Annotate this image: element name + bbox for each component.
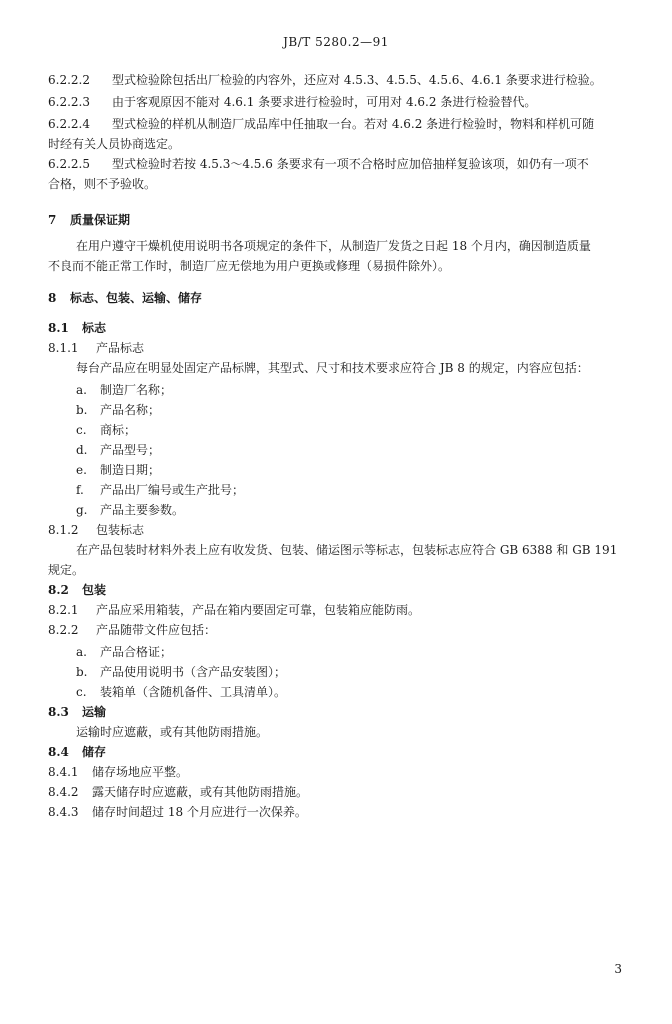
list-item-label: f.	[76, 483, 84, 497]
section-8-1-1-paragraph: 每台产品应在明显处固定产品标牌，其型式、尺寸和技术要求应符合 JB 8 的规定，内容应包括：	[76, 361, 589, 375]
section-8-1-1-title: 产品标志	[96, 341, 145, 355]
section-7-number: 7	[48, 213, 57, 227]
section-8-2-title: 包装	[82, 583, 107, 597]
list-item-text: 制造日期；	[100, 463, 161, 477]
list-item-text: 产品出厂编号或生产批号；	[100, 483, 245, 497]
section-8-4-3-text: 储存时间超过 18 个月应进行一次保养。	[92, 805, 307, 819]
list-item-label: d.	[76, 443, 88, 457]
list-item-label: b.	[76, 665, 88, 679]
section-7-title: 质量保证期	[70, 213, 131, 227]
list-item-text: 商标；	[100, 423, 137, 437]
clause-6-2-2-2-number: 6.2.2.2	[48, 73, 90, 87]
section-8-4-title: 储存	[82, 745, 107, 759]
list-item-label: b.	[76, 403, 88, 417]
list-item-label: c.	[76, 685, 87, 699]
clause-6-2-2-3-number: 6.2.2.3	[48, 95, 90, 109]
page-header-code: JB/T 5280.2—91	[283, 35, 389, 49]
section-8-3-title: 运输	[82, 705, 107, 719]
section-8-4-2-number: 8.4.2	[48, 785, 79, 799]
section-8-1-2-title: 包装标志	[96, 523, 145, 537]
section-8-3-paragraph: 运输时应遮蔽，或有其他防雨措施。	[76, 725, 269, 739]
list-item-text: 产品名称；	[100, 403, 161, 417]
section-8-4-1-number: 8.4.1	[48, 765, 79, 779]
section-7-paragraph-line-2: 不良而不能正常工作时，制造厂应无偿地为用户更换或修理（易损件除外）。	[48, 259, 451, 273]
list-item-text: 产品主要参数。	[100, 503, 185, 517]
section-8-2-2-text: 产品随带文件应包括：	[96, 623, 217, 637]
section-8-number: 8	[48, 291, 57, 305]
list-item-label: e.	[76, 463, 87, 477]
clause-6-2-2-2-text: 型式检验除包括出厂检验的内容外，还应对 4.5.3、4.5.5、4.5.6、4.6.1 条要求进行检验。	[112, 73, 602, 87]
section-8-4-2-text: 露天储存时应遮蔽，或有其他防雨措施。	[92, 785, 309, 799]
section-8-4-1-text: 储存场地应平整。	[92, 765, 189, 779]
section-8-1-2-paragraph-line-2: 规定。	[48, 563, 85, 577]
list-item-text: 产品使用说明书（含产品安装图）；	[100, 665, 287, 679]
list-item-label: a.	[76, 645, 87, 659]
list-item-text: 产品合格证；	[100, 645, 173, 659]
section-8-1-title: 标志	[82, 321, 107, 335]
section-8-2-2-number: 8.2.2	[48, 623, 79, 637]
clause-6-2-2-3-text: 由于客观原因不能对 4.6.1 条要求进行检验时，可用对 4.6.2 条进行检验替代。	[112, 95, 537, 109]
section-8-1-1-number: 8.1.1	[48, 341, 79, 355]
section-8-1-number: 8.1	[48, 321, 69, 335]
clause-6-2-2-4-text-continued: 时经有关人员协商选定。	[48, 137, 181, 151]
section-8-title: 标志、包装、运输、储存	[70, 291, 203, 305]
clause-6-2-2-5-text: 型式检验时若按 4.5.3～4.5.6 条要求有一项不合格时应加倍抽样复验该项，如仍有一项不	[112, 157, 589, 171]
section-8-2-1-text: 产品应采用箱装，产品在箱内要固定可靠，包装箱应能防雨。	[96, 603, 421, 617]
clause-6-2-2-4-number: 6.2.2.4	[48, 117, 90, 131]
list-item-text: 制造厂名称；	[100, 383, 173, 397]
section-8-4-number: 8.4	[48, 745, 69, 759]
section-8-3-number: 8.3	[48, 705, 69, 719]
list-item-label: a.	[76, 383, 87, 397]
page-number: 3	[614, 962, 622, 976]
section-8-1-2-number: 8.1.2	[48, 523, 79, 537]
list-item-text: 产品型号；	[100, 443, 161, 457]
list-item-label: g.	[76, 503, 88, 517]
section-8-2-number: 8.2	[48, 583, 69, 597]
list-item-label: c.	[76, 423, 87, 437]
section-8-4-3-number: 8.4.3	[48, 805, 79, 819]
section-8-2-1-number: 8.2.1	[48, 603, 79, 617]
clause-6-2-2-4-text: 型式检验的样机从制造厂成品库中任抽取一台。若对 4.6.2 条进行检验时，物料和样机可随	[112, 117, 595, 131]
list-item-text: 装箱单（含随机备件、工具清单）。	[100, 685, 287, 699]
clause-6-2-2-5-text-continued: 合格，则不予验收。	[48, 177, 157, 191]
section-7-paragraph-line-1: 在用户遵守干燥机使用说明书各项规定的条件下，从制造厂发货之日起 18 个月内，确因制造质量	[76, 239, 591, 253]
clause-6-2-2-5-number: 6.2.2.5	[48, 157, 90, 171]
section-8-1-2-paragraph-line-1: 在产品包装时材料外表上应有收发货、包装、储运图示等标志，包装标志应符合 GB 6388 和 GB 191	[76, 543, 618, 557]
